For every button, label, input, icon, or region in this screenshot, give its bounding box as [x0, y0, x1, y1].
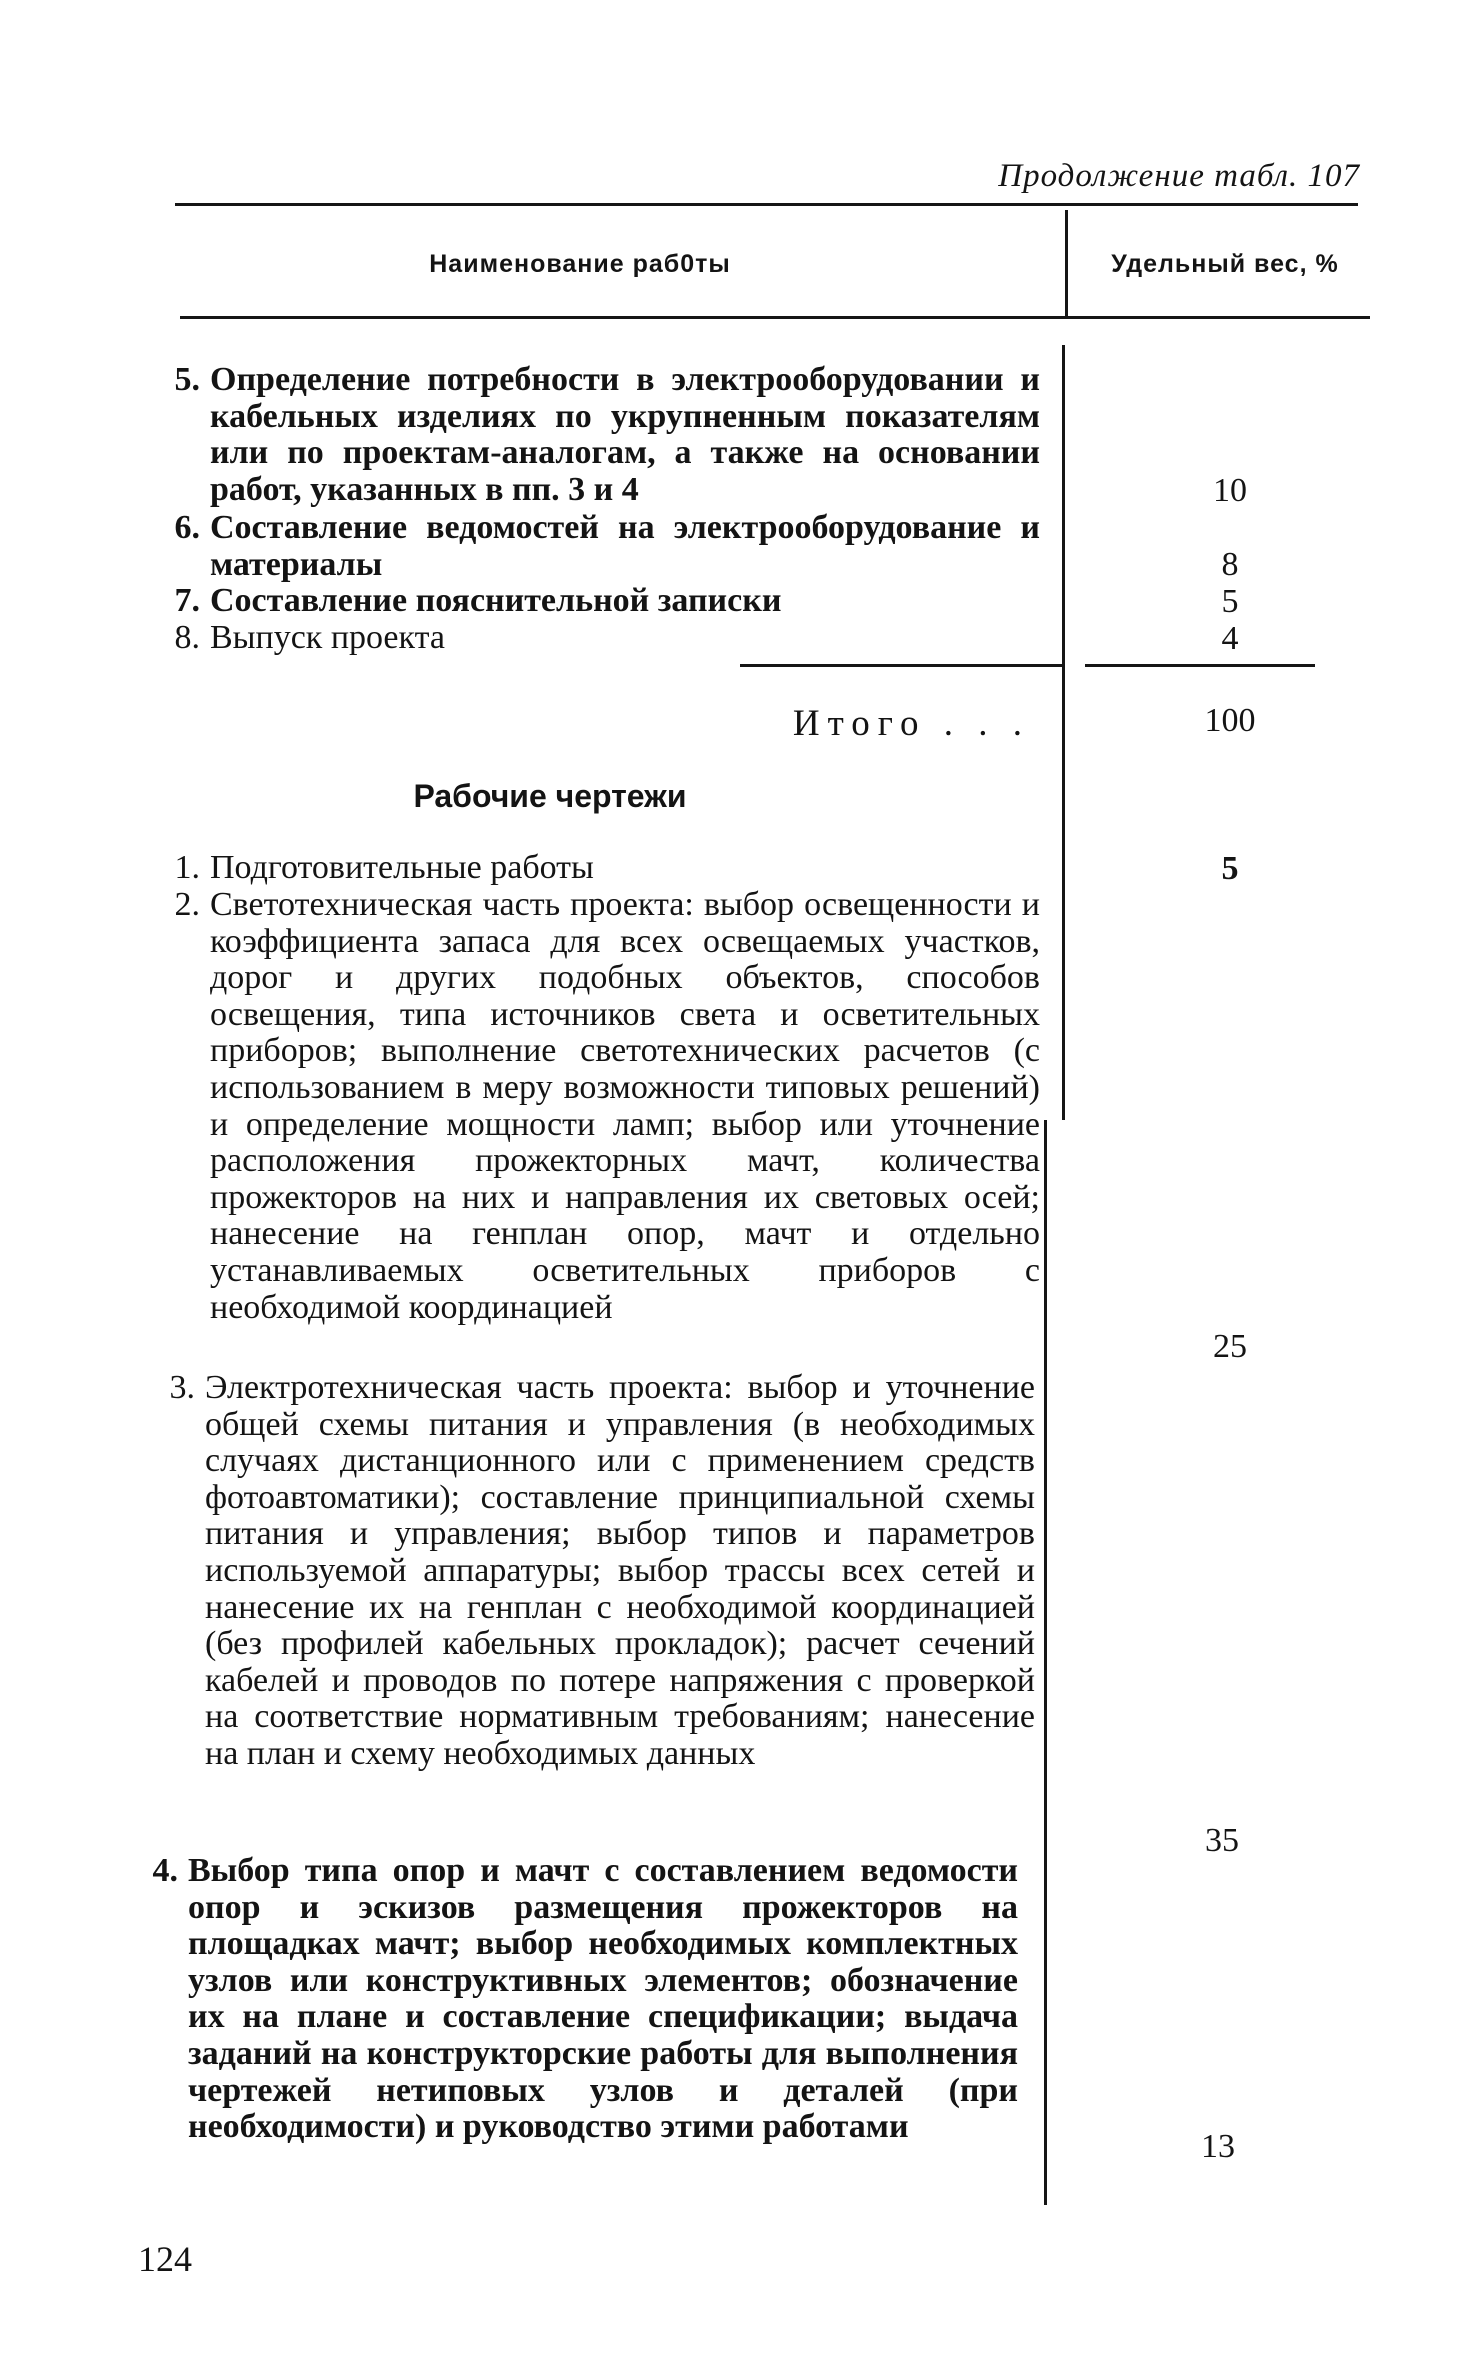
header-top-rule: [175, 203, 1358, 206]
item-text: Составление пояснительной записки: [210, 582, 782, 619]
item-number: 3.: [169, 1369, 195, 1406]
total-value: 100: [1204, 702, 1256, 739]
sum-rule-left: [740, 664, 1062, 667]
column-header-name: Наименование раб0ты: [429, 250, 731, 278]
item-value: 4: [1221, 620, 1239, 657]
item-number: 7.: [174, 582, 200, 619]
item-number: 4.: [152, 1852, 178, 1889]
item-value: 10: [1213, 472, 1247, 509]
item-number: 2.: [174, 886, 200, 923]
item-text: Подготовительные работы: [210, 849, 594, 886]
list-item-5: [160, 362, 1040, 508]
list-item-4: [138, 1853, 1018, 2146]
list-item-8: [160, 620, 1040, 657]
body-column-divider-upper: [1062, 345, 1065, 1120]
item-value: 5: [1221, 850, 1239, 887]
body-column-divider-lower: [1044, 1120, 1047, 2205]
list-item-1: [160, 850, 1040, 887]
total-label: Итого . . .: [792, 703, 1030, 744]
list-item-2: [160, 887, 1040, 1326]
list-item-3: [155, 1370, 1035, 1773]
item-number: 8.: [174, 619, 200, 656]
item-value: 25: [1213, 1328, 1247, 1365]
item-value: 8: [1221, 546, 1239, 583]
item-text: Выбор типа опор и мачт с составлением ведомости опор и эскизов размещения прожекторов на площадках мачт; выбор необходимых комплектных узлов или конструктивных элементов; обозначение их на плане и составление спецификации; выдача заданий на конструкторские работы для выполнения чертежей нетиповых узлов и деталей (при необходимости) и руководство этими работами: [188, 1852, 1018, 2146]
list-item-6: [160, 510, 1040, 583]
sum-rule-right: [1085, 664, 1315, 667]
header-bottom-rule: [180, 316, 1370, 319]
item-number: 1.: [174, 849, 200, 886]
item-number: 5.: [174, 361, 200, 398]
page-number: 124: [138, 2239, 192, 2279]
list-item-7: [160, 583, 1040, 620]
item-text: Определение потребности в электрооборудовании и кабельных изделиях по укрупненным показателям или по проектам-аналогам, а также на основании работ, указанных в пп. 3 и 4: [210, 361, 1040, 508]
item-text: Выпуск проекта: [210, 619, 445, 656]
item-value: 5: [1221, 583, 1239, 620]
item-text: Светотехническая часть проекта: выбор освещенности и коэффициента запаса для всех освещаемых участков, дорог и других подобных объектов, способов освещения, типа источников света и осветительных приборов; выполнение светотехнических расчетов (с использованием в меру возможности типовых решений) и определение мощности ламп; выбор или уточнение расположения прожекторных мачт, количества прожекторов на них и направления их световых осей; нанесение на генплан опор, мачт и отдельно устанавливаемых осветительных приборов с необходимой координацией: [210, 886, 1040, 1326]
item-value: 13: [1201, 2128, 1235, 2165]
table-continuation-caption: Продолжение табл. 107: [998, 158, 1360, 194]
item-value: 35: [1205, 1822, 1239, 1859]
column-header-weight: Удельный вес, %: [1111, 250, 1339, 278]
header-column-divider: [1065, 210, 1068, 316]
item-text: Электротехническая часть проекта: выбор и уточнение общей схемы питания и управления (в необходимых случаях дистанционного или с применением средств фотоавтоматики); составление принципиальной схемы питания и управления; выбор типов и параметров используемой аппаратуры; выбор трассы всех сетей и нанесение их на генплан с необходимой координацией (без профилей кабельных прокладок); расчет сечений кабелей и проводов по потере напряжения с проверкой на соответствие нормативным требованиям; нанесение на план и схему необходимых данных: [205, 1369, 1035, 1772]
section-title: Рабочие чертежи: [413, 778, 687, 814]
item-number: 6.: [174, 509, 200, 546]
item-text: Составление ведомостей на электрооборудование и материалы: [210, 509, 1040, 583]
